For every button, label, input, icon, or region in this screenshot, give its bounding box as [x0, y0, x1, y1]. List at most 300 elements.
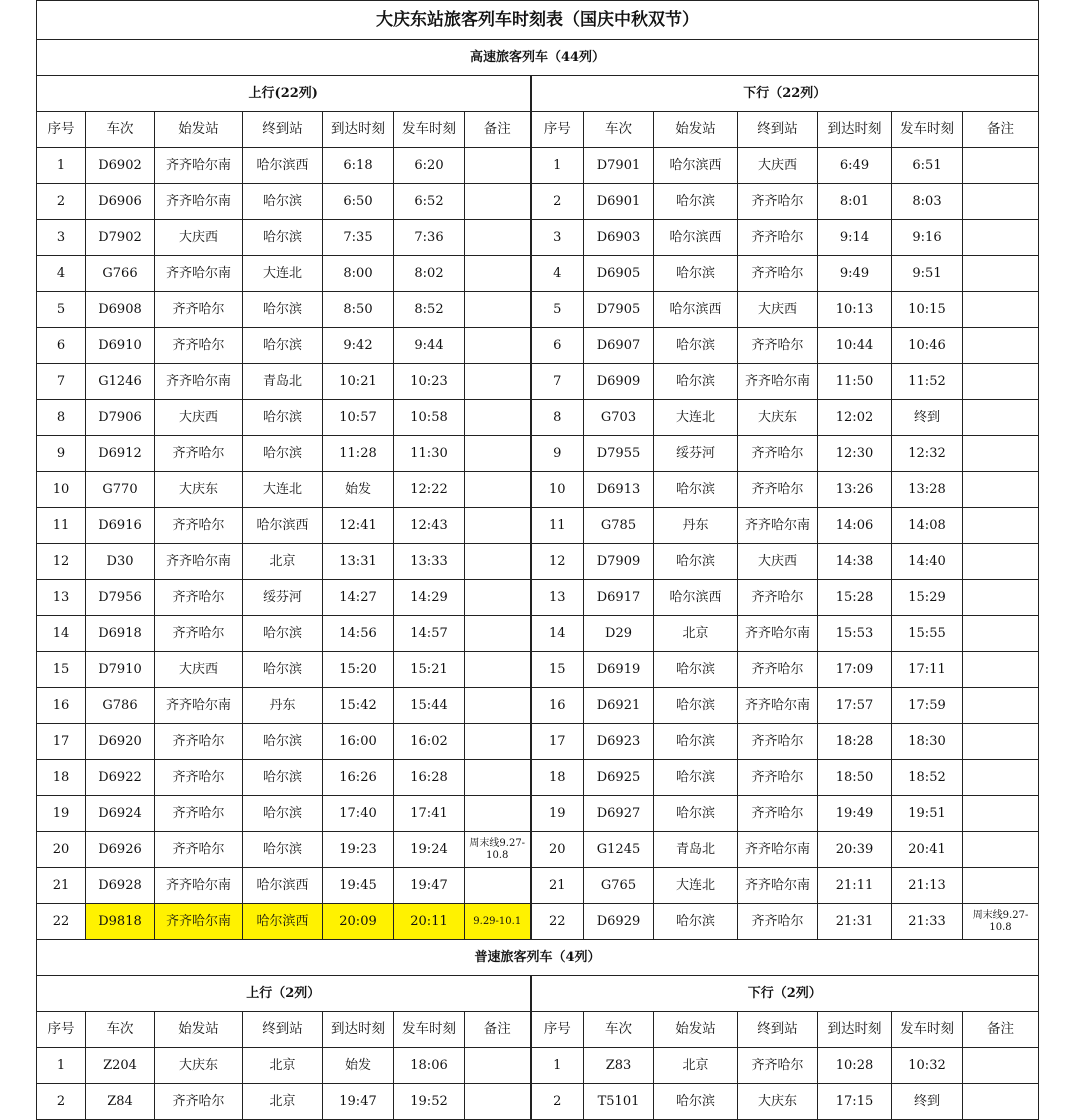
up-train-cell: D6916 — [86, 508, 155, 544]
down-from-cell: 哈尔滨 — [654, 688, 738, 724]
up-dep-cell: 6:52 — [394, 184, 465, 220]
down-from-cell: 北京 — [654, 1048, 738, 1084]
timetable — [36, 0, 1039, 1120]
up-to-cell: 哈尔滨 — [243, 220, 323, 256]
column-header: 序号 — [531, 1012, 584, 1048]
column-header: 备注 — [963, 112, 1039, 148]
down-note-cell — [963, 1048, 1039, 1084]
up-to-cell: 北京 — [243, 1084, 323, 1120]
up-no-cell: 5 — [37, 292, 86, 328]
up-train-cell: D6924 — [86, 796, 155, 832]
down-arr-cell: 17:09 — [818, 652, 892, 688]
up-from-cell: 齐齐哈尔 — [155, 1084, 243, 1120]
up-to-cell: 哈尔滨 — [243, 400, 323, 436]
up-note-cell — [465, 760, 531, 796]
table-row — [37, 904, 1039, 940]
down-arr-cell: 8:01 — [818, 184, 892, 220]
down-no-cell: 16 — [531, 688, 584, 724]
down-arr-cell: 14:06 — [818, 508, 892, 544]
up-arr-cell: 12:41 — [323, 508, 394, 544]
up-dep-cell: 20:11 — [394, 904, 465, 940]
down-train-cell: D6913 — [584, 472, 654, 508]
down-arr-cell: 12:02 — [818, 400, 892, 436]
column-header: 始发站 — [155, 112, 243, 148]
up-from-cell: 大庆东 — [155, 1048, 243, 1084]
down-note-cell — [963, 328, 1039, 364]
down-note-cell — [963, 760, 1039, 796]
up-to-cell: 哈尔滨 — [243, 184, 323, 220]
up-train-cell: D7956 — [86, 580, 155, 616]
table-row — [37, 1084, 1039, 1120]
up-to-cell: 哈尔滨 — [243, 796, 323, 832]
up-note-cell — [465, 400, 531, 436]
up-from-cell: 齐齐哈尔 — [155, 724, 243, 760]
up-no-cell: 22 — [37, 904, 86, 940]
up-note-cell — [465, 1048, 531, 1084]
up-note-cell — [465, 652, 531, 688]
down-note-cell: 周末线9.27-10.8 — [963, 904, 1039, 940]
down-arr-cell: 21:11 — [818, 868, 892, 904]
column-header: 始发站 — [654, 1012, 738, 1048]
up-arr-cell: 16:00 — [323, 724, 394, 760]
down-to-cell: 齐齐哈尔 — [738, 220, 818, 256]
up-dep-cell: 6:20 — [394, 148, 465, 184]
down-dep-cell: 14:40 — [892, 544, 963, 580]
down-to-cell: 齐齐哈尔 — [738, 760, 818, 796]
down-train-cell: G703 — [584, 400, 654, 436]
up-train-cell: D6912 — [86, 436, 155, 472]
up-note-cell — [465, 580, 531, 616]
down-from-cell: 哈尔滨 — [654, 364, 738, 400]
column-header: 车次 — [584, 1012, 654, 1048]
down-dep-cell: 18:52 — [892, 760, 963, 796]
down-train-cell: T5101 — [584, 1084, 654, 1120]
down-no-cell: 22 — [531, 904, 584, 940]
up-train-cell: Z84 — [86, 1084, 155, 1120]
down-to-cell: 齐齐哈尔 — [738, 328, 818, 364]
down-to-cell: 齐齐哈尔 — [738, 256, 818, 292]
table-row — [37, 544, 1039, 580]
down-arr-cell: 12:30 — [818, 436, 892, 472]
up-train-cell: D6926 — [86, 832, 155, 868]
column-header: 发车时刻 — [394, 1012, 465, 1048]
up-to-cell: 北京 — [243, 544, 323, 580]
down-no-cell: 6 — [531, 328, 584, 364]
table-row — [37, 220, 1039, 256]
up-no-cell: 8 — [37, 400, 86, 436]
down-train-cell: D6909 — [584, 364, 654, 400]
up-no-cell: 18 — [37, 760, 86, 796]
down-train-cell: D6905 — [584, 256, 654, 292]
up-from-cell: 齐齐哈尔南 — [155, 544, 243, 580]
down-to-cell: 大庆西 — [738, 544, 818, 580]
down-no-cell: 5 — [531, 292, 584, 328]
up-train-cell: D9818 — [86, 904, 155, 940]
down-dep-cell: 6:51 — [892, 148, 963, 184]
direction-up-label: 上行（2列） — [37, 976, 531, 1012]
up-train-cell: D6906 — [86, 184, 155, 220]
down-no-cell: 19 — [531, 796, 584, 832]
up-note-cell — [465, 256, 531, 292]
up-dep-cell: 15:44 — [394, 688, 465, 724]
up-from-cell: 齐齐哈尔 — [155, 832, 243, 868]
down-dep-cell: 20:41 — [892, 832, 963, 868]
down-train-cell: D6925 — [584, 760, 654, 796]
up-no-cell: 2 — [37, 1084, 86, 1120]
up-arr-cell: 6:18 — [323, 148, 394, 184]
down-to-cell: 齐齐哈尔南 — [738, 688, 818, 724]
down-arr-cell: 15:28 — [818, 580, 892, 616]
column-header: 备注 — [465, 1012, 531, 1048]
down-note-cell — [963, 364, 1039, 400]
up-arr-cell: 始发 — [323, 1048, 394, 1084]
down-arr-cell: 19:49 — [818, 796, 892, 832]
down-train-cell: D6901 — [584, 184, 654, 220]
up-train-cell: G770 — [86, 472, 155, 508]
down-no-cell: 21 — [531, 868, 584, 904]
down-train-cell: Z83 — [584, 1048, 654, 1084]
table-row — [37, 868, 1039, 904]
up-from-cell: 齐齐哈尔 — [155, 292, 243, 328]
up-to-cell: 北京 — [243, 1048, 323, 1084]
down-note-cell — [963, 436, 1039, 472]
down-note-cell — [963, 148, 1039, 184]
down-dep-cell: 10:46 — [892, 328, 963, 364]
timetable-sheet — [36, 0, 1038, 1120]
down-to-cell: 齐齐哈尔南 — [738, 364, 818, 400]
down-note-cell — [963, 868, 1039, 904]
down-no-cell: 3 — [531, 220, 584, 256]
down-to-cell: 齐齐哈尔 — [738, 472, 818, 508]
down-from-cell: 北京 — [654, 616, 738, 652]
up-dep-cell: 8:52 — [394, 292, 465, 328]
up-from-cell: 齐齐哈尔 — [155, 796, 243, 832]
down-no-cell: 1 — [531, 148, 584, 184]
section-header — [37, 40, 1039, 76]
up-no-cell: 1 — [37, 1048, 86, 1084]
table-row — [37, 292, 1039, 328]
table-row — [37, 616, 1039, 652]
down-train-cell: G765 — [584, 868, 654, 904]
section-title: 高速旅客列车（44列） — [37, 40, 1039, 76]
down-to-cell: 齐齐哈尔 — [738, 436, 818, 472]
down-dep-cell: 15:29 — [892, 580, 963, 616]
down-dep-cell: 12:32 — [892, 436, 963, 472]
down-dep-cell: 15:55 — [892, 616, 963, 652]
up-note-cell — [465, 868, 531, 904]
down-note-cell — [963, 832, 1039, 868]
down-to-cell: 大庆西 — [738, 292, 818, 328]
down-dep-cell: 10:32 — [892, 1048, 963, 1084]
up-dep-cell: 18:06 — [394, 1048, 465, 1084]
down-train-cell: D6921 — [584, 688, 654, 724]
up-arr-cell: 17:40 — [323, 796, 394, 832]
down-no-cell: 1 — [531, 1048, 584, 1084]
down-arr-cell: 9:14 — [818, 220, 892, 256]
up-from-cell: 齐齐哈尔 — [155, 436, 243, 472]
up-note-cell: 9.29-10.1 — [465, 904, 531, 940]
up-arr-cell: 16:26 — [323, 760, 394, 796]
down-no-cell: 2 — [531, 1084, 584, 1120]
page-title: 大庆东站旅客列车时刻表（国庆中秋双节） — [37, 1, 1039, 40]
up-no-cell: 13 — [37, 580, 86, 616]
up-from-cell: 齐齐哈尔南 — [155, 364, 243, 400]
up-dep-cell: 13:33 — [394, 544, 465, 580]
column-header: 发车时刻 — [892, 1012, 963, 1048]
direction-down-label: 下行（2列） — [531, 976, 1039, 1012]
down-no-cell: 7 — [531, 364, 584, 400]
down-train-cell: D7955 — [584, 436, 654, 472]
down-dep-cell: 9:51 — [892, 256, 963, 292]
table-row — [37, 508, 1039, 544]
down-arr-cell: 18:50 — [818, 760, 892, 796]
up-to-cell: 哈尔滨 — [243, 832, 323, 868]
down-from-cell: 哈尔滨 — [654, 184, 738, 220]
down-dep-cell: 21:33 — [892, 904, 963, 940]
up-to-cell: 哈尔滨 — [243, 616, 323, 652]
down-dep-cell: 9:16 — [892, 220, 963, 256]
down-no-cell: 11 — [531, 508, 584, 544]
down-to-cell: 大庆东 — [738, 1084, 818, 1120]
up-no-cell: 12 — [37, 544, 86, 580]
down-note-cell — [963, 688, 1039, 724]
up-arr-cell: 6:50 — [323, 184, 394, 220]
up-no-cell: 2 — [37, 184, 86, 220]
up-arr-cell: 13:31 — [323, 544, 394, 580]
column-header: 车次 — [86, 1012, 155, 1048]
down-no-cell: 12 — [531, 544, 584, 580]
up-dep-cell: 9:44 — [394, 328, 465, 364]
up-dep-cell: 19:24 — [394, 832, 465, 868]
table-row — [37, 472, 1039, 508]
column-header-row — [37, 112, 1039, 148]
down-no-cell: 17 — [531, 724, 584, 760]
down-from-cell: 哈尔滨 — [654, 760, 738, 796]
direction-up-label: 上行(22列) — [37, 76, 531, 112]
column-header: 备注 — [465, 112, 531, 148]
down-dep-cell: 18:30 — [892, 724, 963, 760]
up-arr-cell: 8:00 — [323, 256, 394, 292]
down-from-cell: 哈尔滨 — [654, 796, 738, 832]
down-to-cell: 大庆西 — [738, 148, 818, 184]
table-row — [37, 724, 1039, 760]
up-arr-cell: 19:23 — [323, 832, 394, 868]
up-from-cell: 大庆西 — [155, 220, 243, 256]
up-no-cell: 11 — [37, 508, 86, 544]
down-arr-cell: 10:28 — [818, 1048, 892, 1084]
up-arr-cell: 始发 — [323, 472, 394, 508]
up-no-cell: 17 — [37, 724, 86, 760]
up-dep-cell: 12:22 — [394, 472, 465, 508]
table-row — [37, 436, 1039, 472]
down-to-cell: 齐齐哈尔南 — [738, 616, 818, 652]
up-note-cell — [465, 328, 531, 364]
down-note-cell — [963, 544, 1039, 580]
down-dep-cell: 21:13 — [892, 868, 963, 904]
down-dep-cell: 终到 — [892, 400, 963, 436]
up-dep-cell: 14:57 — [394, 616, 465, 652]
up-note-cell — [465, 472, 531, 508]
down-note-cell — [963, 472, 1039, 508]
column-header: 终到站 — [243, 1012, 323, 1048]
up-note-cell — [465, 508, 531, 544]
direction-header — [37, 76, 1039, 112]
down-dep-cell: 10:15 — [892, 292, 963, 328]
down-train-cell: G1245 — [584, 832, 654, 868]
section-header — [37, 940, 1039, 976]
down-to-cell: 齐齐哈尔 — [738, 580, 818, 616]
down-note-cell — [963, 400, 1039, 436]
up-arr-cell: 14:56 — [323, 616, 394, 652]
down-from-cell: 哈尔滨 — [654, 724, 738, 760]
up-arr-cell: 10:57 — [323, 400, 394, 436]
up-from-cell: 齐齐哈尔南 — [155, 148, 243, 184]
up-arr-cell: 19:45 — [323, 868, 394, 904]
up-to-cell: 绥芬河 — [243, 580, 323, 616]
down-to-cell: 齐齐哈尔 — [738, 724, 818, 760]
down-from-cell: 哈尔滨 — [654, 472, 738, 508]
up-arr-cell: 7:35 — [323, 220, 394, 256]
direction-header — [37, 976, 1039, 1012]
up-from-cell: 齐齐哈尔 — [155, 616, 243, 652]
up-note-cell — [465, 688, 531, 724]
up-dep-cell: 16:02 — [394, 724, 465, 760]
down-from-cell: 哈尔滨 — [654, 904, 738, 940]
up-from-cell: 齐齐哈尔 — [155, 760, 243, 796]
down-to-cell: 齐齐哈尔 — [738, 1048, 818, 1084]
down-dep-cell: 17:59 — [892, 688, 963, 724]
down-no-cell: 2 — [531, 184, 584, 220]
down-train-cell: D7909 — [584, 544, 654, 580]
up-dep-cell: 10:58 — [394, 400, 465, 436]
down-train-cell: G785 — [584, 508, 654, 544]
down-arr-cell: 21:31 — [818, 904, 892, 940]
table-row — [37, 184, 1039, 220]
down-no-cell: 10 — [531, 472, 584, 508]
up-no-cell: 21 — [37, 868, 86, 904]
down-train-cell: D6917 — [584, 580, 654, 616]
up-arr-cell: 10:21 — [323, 364, 394, 400]
up-to-cell: 大连北 — [243, 472, 323, 508]
down-train-cell: D7905 — [584, 292, 654, 328]
up-from-cell: 齐齐哈尔南 — [155, 688, 243, 724]
down-to-cell: 齐齐哈尔 — [738, 652, 818, 688]
down-to-cell: 齐齐哈尔 — [738, 184, 818, 220]
up-dep-cell: 15:21 — [394, 652, 465, 688]
column-header-row — [37, 1012, 1039, 1048]
down-to-cell: 大庆东 — [738, 400, 818, 436]
column-header: 发车时刻 — [394, 112, 465, 148]
down-no-cell: 20 — [531, 832, 584, 868]
column-header: 备注 — [963, 1012, 1039, 1048]
down-from-cell: 哈尔滨 — [654, 544, 738, 580]
down-to-cell: 齐齐哈尔 — [738, 904, 818, 940]
down-from-cell: 哈尔滨西 — [654, 292, 738, 328]
up-no-cell: 7 — [37, 364, 86, 400]
up-train-cell: D6902 — [86, 148, 155, 184]
down-arr-cell: 15:53 — [818, 616, 892, 652]
down-note-cell — [963, 508, 1039, 544]
up-train-cell: D30 — [86, 544, 155, 580]
down-arr-cell: 17:57 — [818, 688, 892, 724]
table-row — [37, 580, 1039, 616]
down-from-cell: 哈尔滨 — [654, 1084, 738, 1120]
down-arr-cell: 6:49 — [818, 148, 892, 184]
up-train-cell: D7910 — [86, 652, 155, 688]
column-header: 车次 — [86, 112, 155, 148]
down-note-cell — [963, 256, 1039, 292]
up-dep-cell: 19:47 — [394, 868, 465, 904]
up-dep-cell: 19:52 — [394, 1084, 465, 1120]
up-no-cell: 10 — [37, 472, 86, 508]
up-no-cell: 1 — [37, 148, 86, 184]
table-row — [37, 364, 1039, 400]
section-title: 普速旅客列车（4列） — [37, 940, 1039, 976]
up-note-cell: 周末线9.27-10.8 — [465, 832, 531, 868]
up-dep-cell: 7:36 — [394, 220, 465, 256]
up-no-cell: 14 — [37, 616, 86, 652]
up-train-cell: D6922 — [86, 760, 155, 796]
down-note-cell — [963, 796, 1039, 832]
down-train-cell: D6927 — [584, 796, 654, 832]
down-train-cell: D6919 — [584, 652, 654, 688]
up-train-cell: G766 — [86, 256, 155, 292]
up-to-cell: 哈尔滨 — [243, 436, 323, 472]
up-arr-cell: 15:42 — [323, 688, 394, 724]
up-no-cell: 3 — [37, 220, 86, 256]
up-from-cell: 齐齐哈尔南 — [155, 184, 243, 220]
up-to-cell: 哈尔滨西 — [243, 904, 323, 940]
down-note-cell — [963, 616, 1039, 652]
down-from-cell: 青岛北 — [654, 832, 738, 868]
table-row — [37, 760, 1039, 796]
up-note-cell — [465, 1084, 531, 1120]
up-dep-cell: 11:30 — [394, 436, 465, 472]
down-train-cell: D6929 — [584, 904, 654, 940]
up-to-cell: 丹东 — [243, 688, 323, 724]
up-to-cell: 哈尔滨 — [243, 652, 323, 688]
down-arr-cell: 10:44 — [818, 328, 892, 364]
up-arr-cell: 19:47 — [323, 1084, 394, 1120]
down-to-cell: 齐齐哈尔南 — [738, 508, 818, 544]
up-to-cell: 哈尔滨西 — [243, 508, 323, 544]
down-dep-cell: 终到 — [892, 1084, 963, 1120]
down-train-cell: D6923 — [584, 724, 654, 760]
down-from-cell: 哈尔滨西 — [654, 148, 738, 184]
table-row — [37, 652, 1039, 688]
column-header: 序号 — [37, 1012, 86, 1048]
up-note-cell — [465, 220, 531, 256]
down-arr-cell: 9:49 — [818, 256, 892, 292]
down-from-cell: 哈尔滨西 — [654, 220, 738, 256]
up-no-cell: 4 — [37, 256, 86, 292]
column-header: 到达时刻 — [818, 1012, 892, 1048]
down-note-cell — [963, 652, 1039, 688]
column-header: 终到站 — [243, 112, 323, 148]
table-row — [37, 328, 1039, 364]
table-row — [37, 148, 1039, 184]
down-from-cell: 哈尔滨 — [654, 256, 738, 292]
table-row — [37, 688, 1039, 724]
up-arr-cell: 11:28 — [323, 436, 394, 472]
down-note-cell — [963, 724, 1039, 760]
up-train-cell: D6918 — [86, 616, 155, 652]
column-header: 到达时刻 — [323, 112, 394, 148]
down-arr-cell: 18:28 — [818, 724, 892, 760]
up-from-cell: 齐齐哈尔 — [155, 508, 243, 544]
down-no-cell: 18 — [531, 760, 584, 796]
down-from-cell: 哈尔滨 — [654, 328, 738, 364]
